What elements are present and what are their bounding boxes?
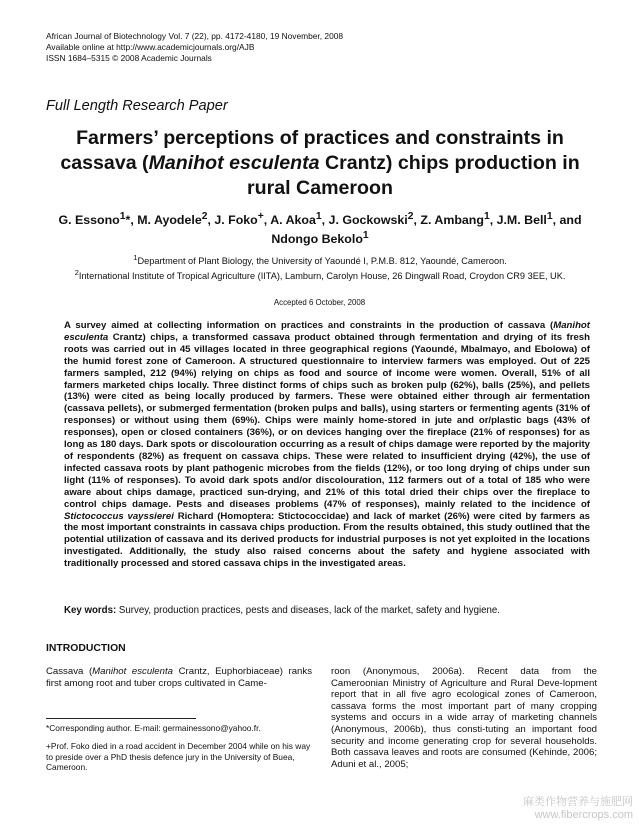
author-affiliation-sup: 1 [119,211,126,222]
journal-header [46,31,343,64]
author-name: A. Akoa [270,213,316,228]
author [497,213,553,227]
affiliation-2 [40,267,600,282]
left-col-italic: Manihot esculenta [92,666,173,677]
footnote-divider [46,718,196,719]
title-italic: Manihot esculenta [148,152,320,174]
author-affiliation-sup: + [257,211,264,222]
left-col-text-1: Cassava ( [46,666,93,677]
author-affiliation-sup: 1 [483,211,490,222]
paper-title [40,126,600,201]
keywords [64,605,590,616]
affiliations [40,252,600,282]
author-affiliation-sup: 1 [546,211,553,222]
author [214,213,263,227]
footnote-prof-foko: +Prof. Foko died in a road accident in December 2004 while on his way to preside over a PhD thesis defence jury in the University of Buea, Cameroon. [46,741,311,773]
author-name: J. Foko [214,213,258,228]
author-name: Ndongo Bekolo [271,232,363,247]
journal-url: Available online at http://www.academicjournals.org/AJB [46,42,255,52]
affiliation-1-sup: 1 [133,253,138,262]
author-affiliation-sup: 1 [315,211,322,222]
title-part2: Crantz) chips production in rural Cameroon [247,152,580,199]
affiliation-1 [40,252,600,267]
author [420,213,489,227]
author [271,232,368,246]
journal-issn: ISSN 1684–5315 © 2008 Academic Journals [46,53,212,63]
watermark-line-2: www.fibercrops.com [534,809,633,821]
author [58,213,130,227]
abstract-text-3: Richard (Homoptera: Stictococcidae) and lack of market (26%) were cited by farmers as the most important constraints in cassava chips production. From the results obtained, this study outlined that the potential utilization of cassava and its derived products for industrial purposes is not yet exploited in the locations investigated. Additionally, the study also raised concerns about the safety and hygiene associated with traditionally processed and stored cassava chips in the investigated areas. [64,510,590,570]
keywords-text: Survey, production practices, pests and diseases, lack of the market, safety and hygiene. [116,605,500,616]
author-list: G. Essono$^1$*, M. Ayodele$^2$, J. Foko+, A. Akoa$^1$, J. Gockowski$^2$, Z. Ambang$^1$, J.M. Bell$^1$, and Ndongo Bekolo$^1$ [58,211,582,247]
author-name: J.M. Bell [496,213,547,228]
author-affiliation-sup: 1 [362,230,369,242]
abstract-italic-1: Manihot esculenta [64,320,590,343]
affiliation-2-sup: 2 [74,268,79,278]
author-name: M. Ayodele [137,213,202,228]
abstract-text-2: Crantz) chips, a transformed cassava product obtained through fermentation and drying of its fresh roots was carried out in 45 villages located in three geographical regions (Yaoundé, Mbalmayo, and Ebolowa) of the humid forest zone of Cameroon. A structured questionnaire to interview farmers was employed. Out of 225 farmers sampled, 212 (94%) relying on chips as food and source of income were women. Overall, 51% of all farmers marketed chips locally. Three distinct forms of chips such as broken pulp (62%), balls (25%), and pellets (13%) were cited as being locally produced by farmers. These were obtained either through air fermentation (cassava pellets), or submerged fermentation (broken pulps and balls), using starters or fermenting agents (31% of responses) or without using them (69%). Chips were mainly home-stored in jute and or/plastic bags (43% of responses), open or closed containers (36%), or on devices hanging over the fireplace (21% of responses) for as long as 180 days. Dark spots or discolouration occurring as a result of chips damage were reported by the majority of respondents (82%) as frequent on cassava chips. These were related to insufficient drying (42%), the use of infected cassava roots by plant pathogenic microbes from the fields (12%), or too long drying of chips under sun light (11% of responses). To avoid dark spots and/or discolouration, 112 farmers out of a total of 185 who were aware about chips damage, practiced sun-drying, and 21% of this total dried their chips over the fireplace to control chips damage. Pests and diseases problems (47% of responses), mainly related to the incidence of [64,331,590,510]
author-name: J. Gockowski [328,213,408,228]
author-affiliation-sup: 2 [201,211,208,222]
journal-citation: African Journal of Biotechnology Vol. 7 (22), pp. 4172-4180, 19 November, 2008 [46,31,344,41]
author-mark: * [125,213,131,228]
author [137,213,207,227]
body-column-left [46,666,312,689]
site-watermark [523,796,633,822]
left-col-text-2: Crantz, Euphorbiaceae) ranks first among root and tuber crops cultivated in Came- [46,666,312,689]
paper-type: Full Length Research Paper [46,98,228,114]
body-column-right: roon (Anonymous, 2006a). Recent data from the Cameroonian Ministry of Agriculture and Rural Deve-lopment report that in all five agro ecological zones of Cameroon, cassava forms the most important part of many cropping systems and occurs in a wide array of marketing channels (Anonymous, 2006b), thus consti-tuting an important food security and income generating crop for several households. Both cassava leaves and roots are consumed (Kehinde, 2006; Aduni et al., 2005; [331,666,597,770]
accepted-date: Accepted 6 October, 2008 [273,298,366,307]
affiliation-2-text: International Institute of Tropical Agriculture (IITA), Lamburn, Carolyn House, 26 Dingwall Road, Croydon CR9 3EE, UK. [78,271,566,282]
title-part1: Farmers’ perceptions of practices and constraints in cassava ( [60,127,564,174]
author [329,213,414,227]
author-affiliation-sup: 2 [407,211,414,222]
abstract-italic-2: Stictococcus vayssierei [64,510,174,522]
keywords-label: Key words: [64,605,117,616]
author [270,213,321,227]
abstract-text-1: A survey aimed at collecting information on practices and constraints in the production of cassava ( [64,320,554,331]
author-name: G. Essono [58,213,120,228]
affiliation-1-text: Department of Plant Biology, the University of Yaoundé I, P.M.B. 812, Yaoundé, Cameroon. [137,256,507,267]
abstract [64,320,590,570]
footnote-corresponding-author: *Corresponding author. E-mail: germainessono@yahoo.fr. [46,723,261,733]
section-heading-introduction: INTRODUCTION [46,643,126,654]
watermark-line-1: 麻类作物营养与施肥网 [523,796,633,808]
author-name: Z. Ambang [420,213,484,228]
